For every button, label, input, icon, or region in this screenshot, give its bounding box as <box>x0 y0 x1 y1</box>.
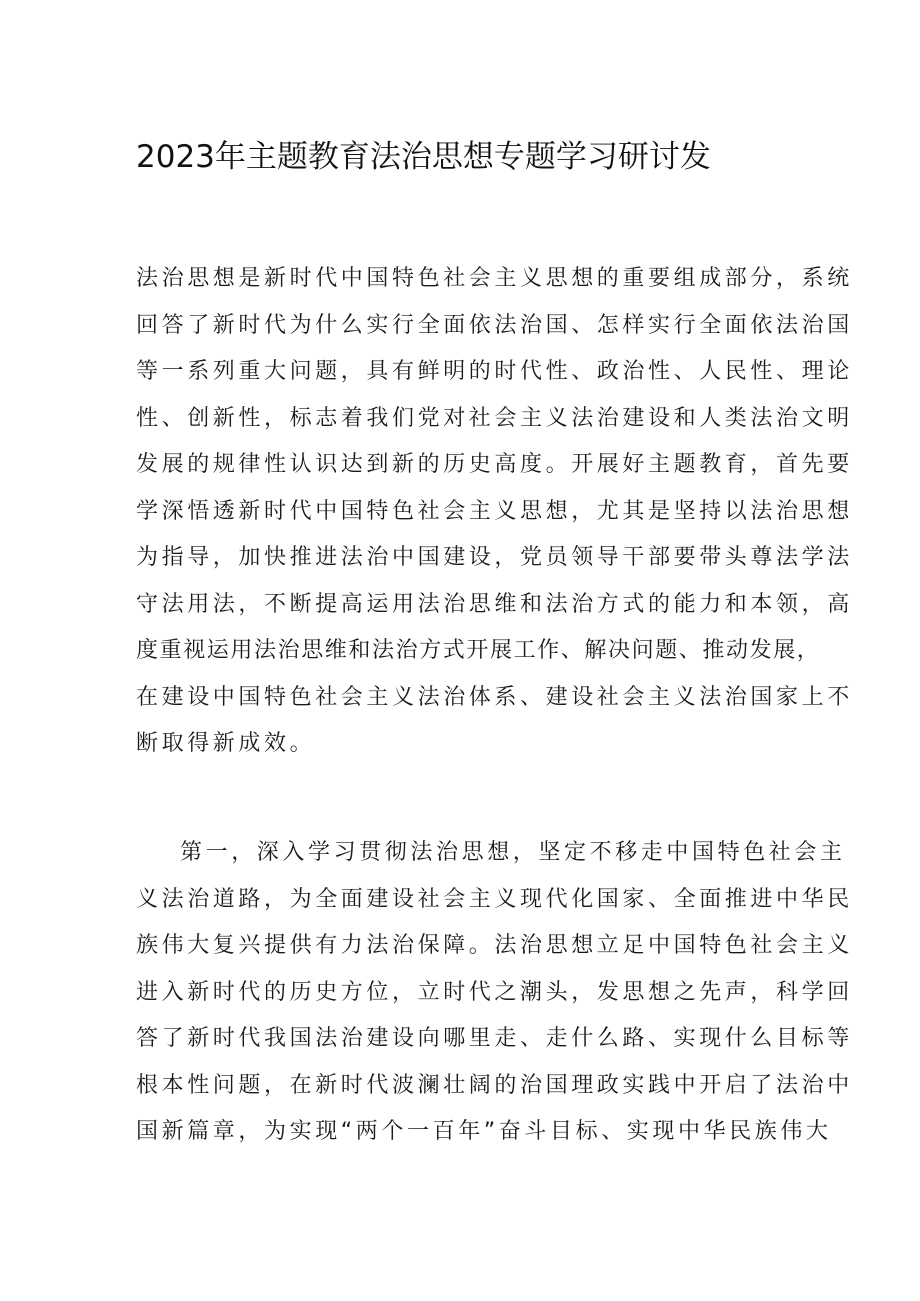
paragraph-intro <box>136 256 853 768</box>
paragraph-line: 学深悟透新时代中国特色社会主义思想，尤其是坚持以法治思想 <box>136 498 853 524</box>
paragraph-line: 法治思想是新时代中国特色社会主义思想的重要组成部分，系统 <box>136 266 853 291</box>
paragraph-line: 发展的规律性认识达到新的历史高度。开展好主题教育，首先要 <box>136 452 853 477</box>
paragraph-line: 族伟大复兴提供有力法治保障。法治思想立足中国特色社会主义 <box>136 933 853 958</box>
paragraph-first-point <box>136 830 853 1156</box>
paragraph-line: 度重视运用法治思维和法治方式开展工作、解决问题、推动发展， <box>136 638 821 663</box>
paragraph-line: 等一系列重大问题，具有鲜明的时代性、政治性、人民性、理论 <box>136 359 853 384</box>
paragraph-line: 性、创新性，标志着我们党对社会主义法治建设和人类法治文明 <box>136 405 853 431</box>
paragraph-line: 国新篇章，为实现“两个一百年”奋斗目标、实现中华民族伟大 <box>136 1119 832 1144</box>
paragraph-line: 答了新时代我国法治建设向哪里走、走什么路、实现什么目标等 <box>136 1026 853 1051</box>
paragraph-line: 第一，深入学习贯彻法治思想，坚定不移走中国特色社会主 <box>180 840 846 865</box>
paragraph-line: 义法治道路，为全面建设社会主义现代化国家、全面推进中华民 <box>136 886 853 912</box>
paragraph-line: 守法用法，不断提高运用法治思维和法治方式的能力和本领，高 <box>136 591 853 617</box>
paragraph-line: 为指导，加快推进法治中国建设，党员领导干部要带头尊法学法 <box>136 545 853 570</box>
document-title: 2023年主题教育法治思想专题学习研讨发 <box>136 138 711 175</box>
paragraph-line: 回答了新时代为什么实行全面依法治国、怎样实行全面依法治国 <box>136 312 853 338</box>
paragraph-line: 根本性问题，在新时代波澜壮阔的治国理政实践中开启了法治中 <box>136 1072 853 1098</box>
paragraph-line: 在建设中国特色社会主义法治体系、建设社会主义法治国家上不 <box>136 684 853 710</box>
paragraph-line: 进入新时代的历史方位，立时代之潮头，发思想之先声，科学回 <box>136 979 853 1005</box>
paragraph-line: 断取得新成效。 <box>136 731 316 756</box>
